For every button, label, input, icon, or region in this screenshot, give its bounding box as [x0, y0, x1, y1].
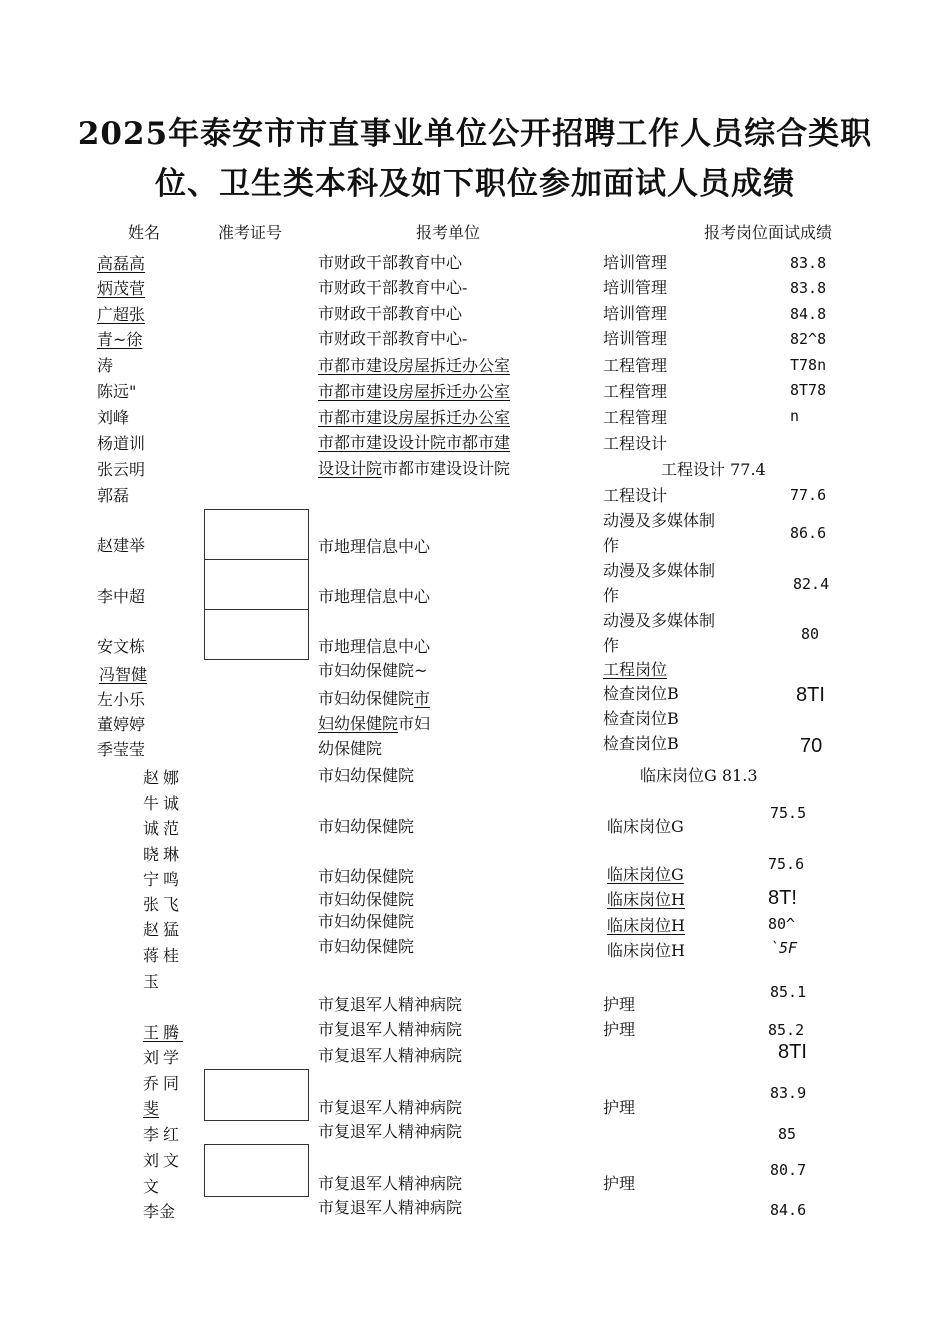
unit-cell [318, 714, 430, 734]
unit-cell: 市都市建设房屋拆迁办公室 [318, 382, 511, 401]
position-cell: 作 [603, 536, 620, 555]
unit-cell: 市妇幼保健院 [318, 867, 415, 886]
name-cell: 杨道训 [97, 434, 146, 453]
score-cell: 8T! [768, 887, 797, 909]
position-cell: 护理 [603, 1174, 636, 1193]
unit-cell: 市都市建设房屋拆迁办公室 [318, 408, 511, 427]
header-exam-no: 准考证号 [218, 223, 283, 242]
position-cell: 临床岗位H [607, 916, 685, 935]
name-cell: 高磊高 [97, 254, 146, 273]
position-cell: 培训管理 [603, 329, 668, 348]
position-cell: 检查岗位B [603, 734, 679, 753]
name-cell: 刘文 [143, 1151, 184, 1170]
score-cell: 85 [778, 1125, 797, 1143]
position-cell: 培训管理 [603, 253, 668, 272]
name-cell: 刘学 [143, 1048, 184, 1067]
unit-cell: 幼保健院 [318, 739, 383, 758]
name-cell: 涛 [97, 356, 114, 375]
unit-fragment: 市妇幼保健院 [318, 689, 415, 708]
unit-cell: 市财政干部教育中心 [318, 304, 463, 323]
position-cell: 临床岗位H [607, 941, 685, 960]
name-cell: 广超张 [97, 305, 146, 324]
unit-cell: 市妇幼保健院 [318, 912, 415, 931]
unit-cell: 市都市建设设计院市都市建 [318, 433, 511, 452]
name-cell: 炳茂菅 [97, 279, 146, 298]
score-cell: n [790, 407, 800, 425]
exam-no-box [204, 559, 309, 610]
position-cell: 工程管理 [603, 408, 668, 427]
name-cell: 宁鸣 [143, 870, 184, 889]
position-cell: 护理 [603, 1020, 636, 1039]
position-cell: 工程岗位 [603, 660, 668, 679]
name-cell: 郭磊 [97, 486, 130, 505]
title-line-2: 位、卫生类本科及如下职位参加面试人员成绩 [155, 166, 795, 202]
name-cell: 赵建举 [97, 536, 146, 555]
unit-cell: 市复退军人精神病院 [318, 1020, 463, 1039]
unit-cell: 市地理信息中心 [318, 537, 431, 556]
unit-cell: 市复退军人精神病院 [318, 1198, 463, 1217]
position-cell: 工程设计 77.4 [661, 460, 766, 479]
name-cell: 冯智健 [99, 665, 148, 684]
name-cell: 王腾 [143, 1023, 184, 1042]
unit-cell: 市妇幼保健院 [318, 890, 415, 909]
position-cell: 动漫及多媒体制 [603, 511, 716, 530]
unit-cell: 市财政干部教育中心- [318, 278, 468, 297]
score-cell: 82.4 [793, 575, 830, 593]
position-cell: 工程设计 [603, 434, 668, 453]
position-cell: 动漫及多媒体制 [603, 611, 716, 630]
score-cell: 84.8 [790, 305, 827, 323]
title-line-1: 2025年泰安市市直事业单位公开招聘工作人员综合类职 [77, 116, 873, 152]
score-cell: 8TI [778, 1041, 807, 1063]
name-cell: 刘峰 [97, 408, 130, 427]
unit-cell: 市复退军人精神病院 [318, 1122, 463, 1141]
position-cell: 检查岗位B [603, 684, 679, 703]
exam-no-box [204, 1069, 309, 1121]
unit-fragment: 妇幼保健院 [318, 714, 399, 733]
position-cell: 临床岗位G 81.3 [640, 766, 758, 785]
score-cell: 80 [801, 625, 820, 643]
name-cell: 季莹莹 [97, 740, 146, 759]
position-cell: 工程设计 [603, 486, 668, 505]
unit-cell [318, 689, 430, 709]
score-cell: 75.5 [770, 804, 807, 822]
position-cell: 临床岗位G [607, 817, 684, 836]
name-cell: 文 [143, 1177, 160, 1196]
score-cell: `5F [770, 939, 798, 957]
name-cell: 蒋桂 [143, 946, 184, 965]
name-cell: 张云明 [97, 460, 146, 479]
unit-cell [318, 459, 510, 479]
name-cell: 赵猛 [143, 920, 184, 939]
name-cell: 晓琳 [143, 845, 184, 864]
score-cell: 8TI [796, 684, 825, 706]
position-cell: 作 [603, 586, 620, 605]
unit-cell: 市妇幼保健院 [318, 817, 415, 836]
score-cell: 80^ [768, 915, 796, 933]
position-cell: 培训管理 [603, 304, 668, 323]
name-cell: 李红 [143, 1125, 184, 1144]
name-cell: 牛诚 [143, 794, 184, 813]
unit-fragment: 市都市建设设计院 [382, 459, 511, 478]
score-cell: 85.2 [768, 1021, 805, 1039]
exam-no-box [204, 609, 309, 660]
name-cell: 乔同 [143, 1074, 184, 1093]
unit-cell: 市妇幼保健院~ [318, 661, 428, 680]
position-cell: 检查岗位B [603, 709, 679, 728]
score-cell: 83.9 [770, 1084, 807, 1102]
position-cell: 培训管理 [603, 278, 668, 297]
name-cell: 李中超 [97, 587, 146, 606]
header-unit: 报考单位 [416, 223, 481, 242]
header-name: 姓名 [128, 223, 161, 242]
unit-fragment: 设设计院 [318, 459, 383, 478]
position-cell: 护理 [603, 1098, 636, 1117]
name-cell: 董婷婷 [97, 715, 146, 734]
name-cell: 李金 [143, 1202, 176, 1221]
unit-cell: 市复退军人精神病院 [318, 995, 463, 1014]
score-cell: 83.8 [790, 279, 827, 297]
position-cell: 护理 [603, 995, 636, 1014]
position-cell: 作 [603, 636, 620, 655]
exam-no-box [204, 1144, 309, 1197]
unit-cell: 市复退军人精神病院 [318, 1046, 463, 1065]
score-cell: 8T78 [790, 381, 827, 399]
score-cell: 83.8 [790, 254, 827, 272]
name-cell: 张飞 [143, 895, 184, 914]
unit-cell: 市财政干部教育中心 [318, 253, 463, 272]
name-cell: 诚范 [143, 819, 184, 838]
unit-cell: 市妇幼保健院 [318, 766, 415, 785]
unit-cell: 市复退军人精神病院 [318, 1174, 463, 1193]
score-cell: 75.6 [768, 855, 805, 873]
position-cell: 动漫及多媒体制 [603, 561, 716, 580]
unit-cell: 市妇幼保健院 [318, 937, 415, 956]
name-cell: 青~徐 [97, 330, 143, 349]
name-cell: 安文栋 [97, 637, 146, 656]
score-cell: 80.7 [770, 1161, 807, 1179]
name-cell: 陈远" [97, 382, 137, 401]
unit-cell: 市复退军人精神病院 [318, 1098, 463, 1117]
score-cell: 85.1 [770, 983, 807, 1001]
unit-cell: 市地理信息中心 [318, 587, 431, 606]
position-cell: 工程管理 [603, 382, 668, 401]
name-cell: 赵娜 [143, 768, 184, 787]
unit-cell: 市都市建设房屋拆迁办公室 [318, 356, 511, 375]
score-cell: 77.6 [790, 486, 827, 504]
score-cell: 70 [800, 735, 823, 757]
unit-cell: 市财政干部教育中心- [318, 329, 468, 348]
position-cell: 临床岗位H [607, 890, 685, 909]
unit-fragment: 市妇 [398, 714, 431, 733]
name-cell: 斐 [143, 1099, 160, 1118]
position-cell: 临床岗位G [607, 865, 684, 884]
unit-cell: 市地理信息中心 [318, 637, 431, 656]
name-cell: 左小乐 [97, 690, 146, 709]
score-cell: 82^8 [790, 330, 827, 348]
score-cell: 84.6 [770, 1201, 807, 1219]
position-cell: 工程管理 [603, 356, 668, 375]
name-cell: 玉 [143, 972, 160, 991]
exam-no-box [204, 509, 309, 560]
unit-fragment: 市 [414, 689, 431, 708]
score-cell: T78n [790, 356, 827, 374]
score-cell: 86.6 [790, 524, 827, 542]
header-position-score: 报考岗位面试成绩 [704, 223, 833, 242]
